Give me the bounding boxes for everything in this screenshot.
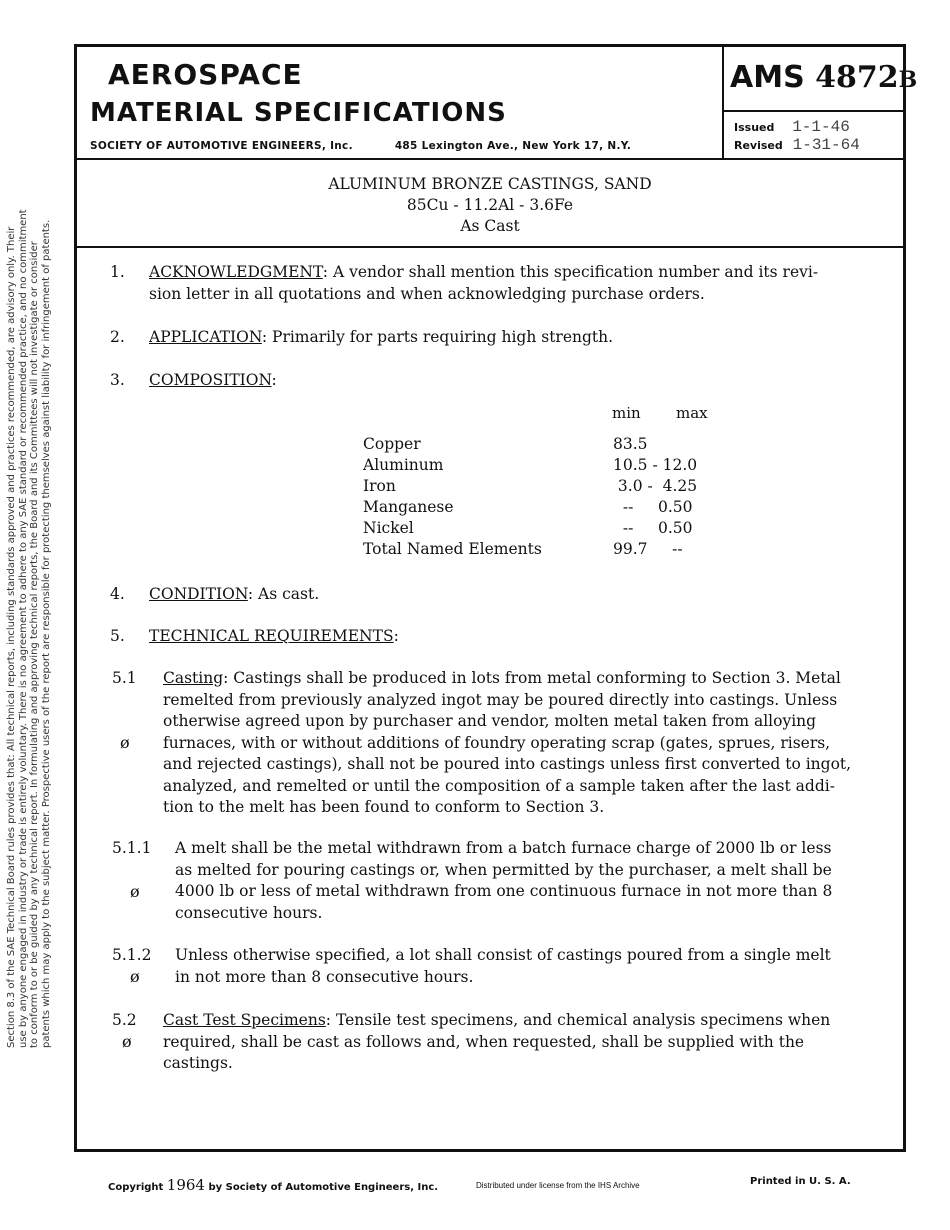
heading-suffix: : xyxy=(393,627,399,645)
revised-row xyxy=(734,136,860,154)
revision-mark: ø xyxy=(120,733,130,752)
section-number: 5.1.2 xyxy=(112,946,152,964)
revision-mark: ø xyxy=(122,1032,132,1051)
legal-notice-line4: patents which may apply to the subject matter. Prospective users of the report are responsible for protecting themselves against liability for infringement of patents. xyxy=(40,219,52,1048)
section-text-line2: required, shall be cast as follows and, when requested, shall be supplied with the xyxy=(163,1032,805,1051)
printed-notice: Printed in U. S. A. xyxy=(750,1176,851,1187)
title-line3: As Cast xyxy=(460,217,520,235)
revision-mark: ø xyxy=(130,882,140,901)
section-text-line4: furnaces, with or without additions of foundry operating scrap (gates, sprues, risers, xyxy=(163,733,831,752)
revision-mark: ø xyxy=(130,967,140,986)
section-text-line1: : A vendor shall mention this specification number and its revi- xyxy=(322,263,819,281)
element-name: Copper xyxy=(363,435,421,453)
section-heading: APPLICATION xyxy=(149,328,262,346)
element-name: Iron xyxy=(363,477,396,495)
section-number: 5. xyxy=(110,627,125,645)
title-line2: 85Cu - 11.2Al - 3.6Fe xyxy=(406,196,574,214)
section-heading: ACKNOWLEDGMENT xyxy=(149,263,323,281)
title-divider xyxy=(74,246,906,248)
element-range: 3.0 - 4.25 xyxy=(613,477,698,495)
document-number xyxy=(730,60,917,95)
section-heading: TECHNICAL REQUIREMENTS xyxy=(149,627,394,645)
section-heading: Cast Test Specimens xyxy=(163,1011,326,1029)
element-name: Nickel xyxy=(363,519,414,537)
legal-notice xyxy=(6,148,52,1048)
section-heading: Casting xyxy=(163,669,224,687)
element-range: 10.5 - 12.0 xyxy=(613,456,698,474)
section-text-line3: 4000 lb or less of metal withdrawn from one continuous furnace in not more than 8 xyxy=(175,882,833,900)
element-range: 83.5 xyxy=(613,435,648,453)
doc-revision: B xyxy=(898,67,918,93)
issued-label: Issued xyxy=(734,121,775,134)
publisher-name: SOCIETY OF AUTOMOTIVE ENGINEERS, Inc. xyxy=(90,140,353,152)
section-text-line2: in not more than 8 consecutive hours. xyxy=(175,967,474,986)
distribution-notice: Distributed under license from the IHS Archive xyxy=(476,1181,640,1190)
section-number: 5.1.1 xyxy=(112,839,152,857)
legal-notice-line1: Section 8.3 of the SAE Technical Board rules provides that: All technical reports, including standards approved and practices recommended, are advisory only. Their xyxy=(6,226,17,1048)
revised-date: 1-31-64 xyxy=(792,136,860,154)
section-number: 3. xyxy=(110,371,125,389)
section-text-line1: Unless otherwise specified, a lot shall consist of castings poured from a single melt xyxy=(175,946,831,964)
section-heading: CONDITION xyxy=(149,585,248,603)
section-text-line1: : Tensile test specimens, and chemical analysis specimens when xyxy=(325,1011,831,1029)
element-range: -- 0.50 xyxy=(613,498,693,516)
section-text-line2: remelted from previously analyzed ingot may be poured directly into castings. Unless xyxy=(163,690,838,709)
element-name: Aluminum xyxy=(363,456,444,474)
section-number: 4. xyxy=(110,585,125,603)
org-title-line2: MATERIAL SPECIFICATIONS xyxy=(90,98,507,128)
section-number: 1. xyxy=(110,263,125,281)
section-text-line1: A melt shall be the metal withdrawn from a batch furnace charge of 2000 lb or less xyxy=(175,839,832,857)
revised-label: Revised xyxy=(734,139,783,152)
document-header xyxy=(74,44,918,160)
publisher-address: 485 Lexington Ave., New York 17, N.Y. xyxy=(394,140,632,152)
issued-row xyxy=(734,118,850,136)
copyright-year: 1964 xyxy=(166,1176,205,1194)
legal-notice-line2: use by anyone engaged in industry or trade is entirely voluntary. There is no agreement to adhere to any SAE standard or recommended practice, and no commitment xyxy=(17,209,29,1048)
section-text-line7: tion to the melt has been found to conform to Section 3. xyxy=(163,798,605,816)
section-text-line1: : Castings shall be produced in lots from metal conforming to Section 3. Metal xyxy=(223,669,841,687)
element-range: 99.7 -- xyxy=(613,540,683,558)
section-heading: COMPOSITION xyxy=(149,371,272,389)
section-text-line4: consecutive hours. xyxy=(175,903,323,922)
section-text-line3: otherwise agreed upon by purchaser and vendor, molten metal taken from alloying xyxy=(163,712,817,730)
issued-date: 1-1-46 xyxy=(792,118,850,136)
column-header-min: min xyxy=(612,404,641,422)
section-text-line2: as melted for pouring castings or, when permitted by the purchaser, a melt shall be xyxy=(175,860,832,879)
title-line1: ALUMINUM BRONZE CASTINGS, SAND xyxy=(328,175,652,193)
organization-block xyxy=(74,44,724,158)
doc-prefix: AMS xyxy=(730,60,805,95)
publisher-line xyxy=(90,140,631,152)
section-text-line2: sion letter in all quotations and when acknowledging purchase orders. xyxy=(149,285,705,303)
section-number: 5.1 xyxy=(112,669,137,687)
section-number: 5.2 xyxy=(112,1011,137,1029)
legal-notice-line3: to conform to or be guided by any technical report. In formulating and approving technical reports, the Board and its Committees will not investigate or consider xyxy=(29,241,40,1048)
copyright-notice xyxy=(108,1176,438,1194)
specification-title xyxy=(74,174,906,237)
section-number: 2. xyxy=(110,328,125,346)
number-divider xyxy=(724,110,903,112)
element-name: Total Named Elements xyxy=(363,540,542,558)
org-title-line1: AEROSPACE xyxy=(108,58,303,91)
heading-suffix: : xyxy=(271,371,277,389)
copyright-owner: by Society of Automotive Engineers, Inc. xyxy=(208,1182,439,1193)
section-text-line6: analyzed, and remelted or until the composition of a sample taken after the last addi- xyxy=(163,776,835,795)
section-text-line5: and rejected castings), shall not be poured into castings unless first converted to ingot, xyxy=(163,755,852,773)
document-number-block xyxy=(724,44,918,158)
element-range: -- 0.50 xyxy=(613,519,693,537)
section-text-line3: castings. xyxy=(163,1054,233,1072)
copyright-prefix: Copyright xyxy=(108,1182,164,1193)
column-header-max: max xyxy=(676,404,708,422)
element-name: Manganese xyxy=(363,498,454,516)
section-text: : As cast. xyxy=(247,585,320,603)
doc-number: 4872 xyxy=(815,60,899,95)
section-text: : Primarily for parts requiring high strength. xyxy=(261,328,614,346)
